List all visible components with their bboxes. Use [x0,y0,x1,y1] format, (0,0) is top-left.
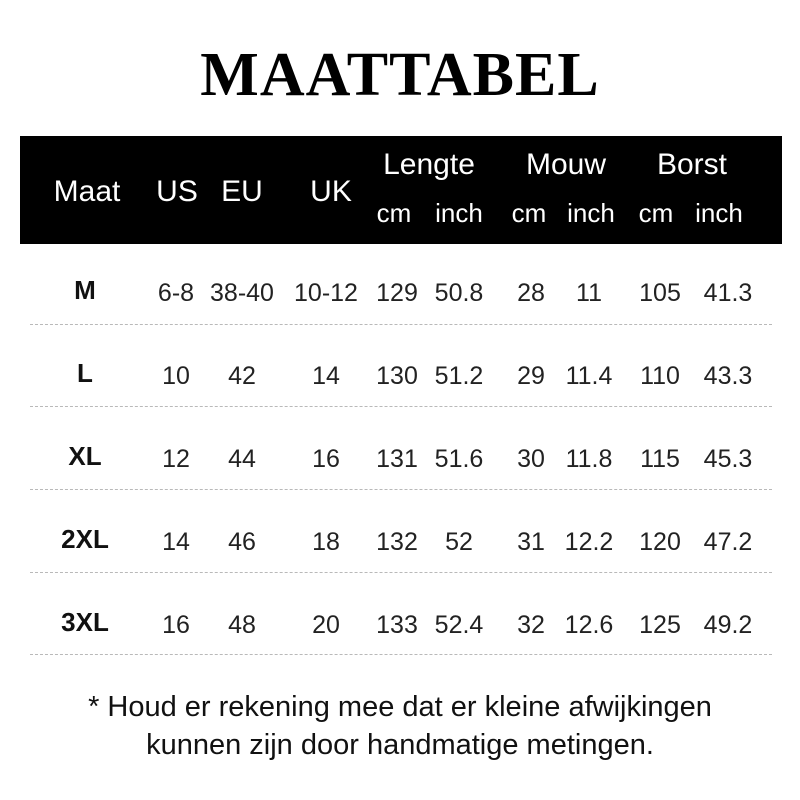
row-divider [30,654,772,655]
header-eu: EU [221,175,263,208]
cell-uk: 18 [312,528,340,556]
cell-eu: 44 [228,445,256,473]
cell-eu: 48 [228,611,256,639]
cell-borst-inch: 47.2 [703,528,753,556]
cell-eu: 42 [228,362,256,390]
cell-lengte-cm: 131 [376,445,418,473]
cell-lengte-cm: 133 [376,611,418,639]
table-header [20,136,782,244]
cell-borst-cm: 120 [639,528,681,556]
cell-borst-cm: 115 [640,445,680,473]
cell-borst-cm: 110 [640,362,680,390]
cell-borst-inch: 45.3 [703,445,753,473]
table-row [0,519,800,569]
cell-mouw-inch: 12.6 [564,611,614,639]
table-row [0,602,800,652]
row-divider [30,489,772,490]
row-divider [30,324,772,325]
cell-us: 10 [162,362,190,390]
cell-borst-inch: 41.3 [703,279,753,307]
table-row [0,436,800,486]
cell-mouw-cm: 31 [517,528,545,556]
page-title: MAATTABEL [200,41,600,109]
cell-size: 3XL [61,607,109,637]
cell-mouw-cm: 28 [517,279,545,307]
footnote-line-1: * Houd er rekening mee dat er kleine afwijkingen [88,691,712,723]
cell-mouw-inch: 11 [576,279,602,307]
cell-us: 16 [162,611,190,639]
table-row [0,353,800,403]
cell-mouw-cm: 30 [517,445,545,473]
cell-us: 6-8 [157,279,195,307]
header-uk: UK [310,175,352,208]
cell-lengte-inch: 52.4 [434,611,484,639]
cell-uk: 14 [312,362,340,390]
header-lengte-cm: cm [376,198,412,228]
cell-mouw-inch: 11.4 [565,362,613,390]
header-mouw: Mouw [525,148,607,181]
cell-size: 2XL [61,524,109,554]
cell-uk: 10-12 [294,279,358,307]
header-mouw-cm: cm [511,198,547,228]
header-borst-inch: inch [695,198,743,228]
cell-size: M [74,275,96,305]
header-lengte: Lengte [383,148,475,181]
footnote [0,688,800,764]
header-mouw-inch: inch [567,198,615,228]
cell-mouw-inch: 11.8 [565,445,613,473]
cell-borst-inch: 49.2 [703,611,753,639]
cell-mouw-cm: 29 [517,362,545,390]
cell-lengte-inch: 51.2 [434,362,484,390]
cell-borst-cm: 125 [639,611,681,639]
footnote-line-2: kunnen zijn door handmatige metingen. [146,729,654,761]
cell-eu: 46 [228,528,256,556]
header-us: US [156,175,198,208]
cell-mouw-cm: 32 [517,611,545,639]
cell-lengte-cm: 130 [376,362,418,390]
cell-lengte-inch: 52 [445,528,473,556]
cell-lengte-cm: 129 [376,279,418,307]
header-borst-cm: cm [638,198,674,228]
cell-uk: 16 [312,445,340,473]
header-borst: Borst [656,148,728,181]
cell-lengte-inch: 50.8 [434,279,484,307]
cell-borst-inch: 43.3 [703,362,753,390]
table-row [0,270,800,320]
cell-lengte-cm: 132 [376,528,418,556]
row-divider [30,406,772,407]
cell-size: L [77,358,93,388]
header-maat: Maat [53,175,121,208]
header-lengte-inch: inch [435,198,483,228]
cell-size: XL [68,441,102,471]
cell-lengte-inch: 51.6 [434,445,484,473]
row-divider [30,572,772,573]
cell-uk: 20 [312,611,340,639]
cell-us: 14 [162,528,190,556]
cell-mouw-inch: 12.2 [564,528,614,556]
cell-us: 12 [162,445,190,473]
cell-eu: 38-40 [210,279,274,307]
cell-borst-cm: 105 [639,279,681,307]
